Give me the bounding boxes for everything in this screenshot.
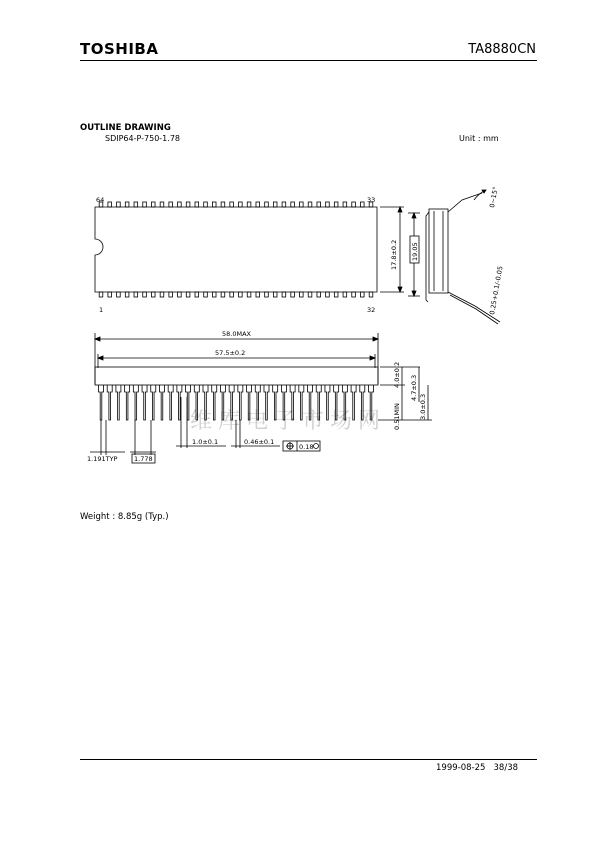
- pin-stub: [117, 292, 121, 297]
- pin-stub: [134, 202, 138, 207]
- top-view: [95, 202, 404, 297]
- pin-stub: [273, 292, 277, 297]
- pin-stub: [247, 292, 251, 297]
- front-lead: [168, 385, 173, 420]
- bottom-pin-row: [99, 292, 373, 297]
- pin-stub: [108, 202, 112, 207]
- pin-stub: [256, 292, 260, 297]
- front-lead: [159, 385, 164, 420]
- pin-stub: [230, 202, 234, 207]
- pin-stub: [352, 292, 356, 297]
- pin-stub: [326, 202, 330, 207]
- pin-stub: [239, 202, 243, 207]
- pin-stub: [125, 202, 129, 207]
- pin-stub: [195, 202, 199, 207]
- body-height-dim: 4.0±0.2: [393, 361, 401, 388]
- front-lead: [99, 385, 104, 420]
- pin-stub: [369, 292, 373, 297]
- row-spacing-dim: 19.05: [411, 242, 419, 261]
- max-length-dim: 58.0MAX: [222, 330, 251, 338]
- pin-stub: [334, 292, 338, 297]
- pin-stub: [134, 292, 138, 297]
- front-lead: [116, 385, 121, 420]
- pin-stub: [308, 292, 312, 297]
- outline-drawing-title: OUTLINE DRAWING: [80, 123, 171, 133]
- pin-64-label: 64: [96, 196, 105, 204]
- pitch-typ-dim: 1.191TYP: [87, 455, 118, 463]
- standoff-dim: 0.51MIN: [393, 403, 401, 430]
- unit-label: Unit : mm: [459, 134, 499, 143]
- pin-stub: [212, 292, 216, 297]
- pin-stub: [360, 202, 364, 207]
- side-view: [408, 190, 500, 324]
- total-height-dim: 4.7±0.3: [410, 374, 418, 401]
- pin-stub: [221, 292, 225, 297]
- lead-length-dim: 3.0±0.3: [419, 393, 427, 420]
- part-number: TA8880CN: [468, 42, 536, 57]
- pin-stub: [108, 292, 112, 297]
- footer-date: 1999-08-25: [436, 763, 486, 773]
- lead-width-upper-dim: 1.0±0.1: [192, 438, 219, 446]
- brand-logo-text: TOSHIBA: [80, 40, 159, 58]
- pin-stub: [239, 292, 243, 297]
- pin-stub: [160, 292, 164, 297]
- pin-1-label: 1: [99, 306, 104, 314]
- body-width-dim: 17.8±0.2: [390, 239, 398, 270]
- pin-stub: [178, 202, 182, 207]
- pin-stub: [291, 292, 295, 297]
- pin-stub: [186, 202, 190, 207]
- pin-stub: [273, 202, 277, 207]
- pin-stub: [343, 202, 347, 207]
- pin-stub: [99, 292, 103, 297]
- front-lead: [133, 385, 138, 420]
- pin-stub: [291, 202, 295, 207]
- weight-note: Weight : 8.85g (Typ.): [80, 512, 169, 522]
- front-lead: [151, 385, 156, 420]
- pin-stub: [282, 202, 286, 207]
- pin-stub: [256, 202, 260, 207]
- front-lead: [125, 385, 130, 420]
- pin-stub: [204, 202, 208, 207]
- pin-stub: [247, 202, 251, 207]
- pin-33-label: 33: [367, 196, 376, 204]
- lead-thickness-dim: 0.25+0.1/-0.05: [488, 265, 505, 316]
- pin-stub: [117, 202, 121, 207]
- front-lead: [107, 385, 112, 420]
- footer-date-page: [436, 763, 518, 773]
- front-lead: [142, 385, 147, 420]
- pin-stub: [265, 202, 269, 207]
- pin-stub: [125, 292, 129, 297]
- pin-stub: [169, 202, 173, 207]
- pin-stub: [143, 202, 147, 207]
- pin-stub: [334, 202, 338, 207]
- pin-stub: [186, 292, 190, 297]
- pin-stub: [326, 292, 330, 297]
- pin-stub: [317, 292, 321, 297]
- pin-stub: [204, 292, 208, 297]
- side-body: [429, 209, 448, 293]
- pin-stub: [317, 202, 321, 207]
- pin-stub: [143, 292, 147, 297]
- pin-stub: [212, 202, 216, 207]
- pin-stub: [352, 202, 356, 207]
- top-pin-row: [99, 202, 373, 207]
- footer-rule: [80, 759, 537, 760]
- pin-stub: [360, 292, 364, 297]
- pitch-dim: 1.778: [134, 455, 153, 463]
- pin-32-label: 32: [367, 306, 376, 314]
- pin-stub: [195, 292, 199, 297]
- position-tolerance-value: 0.18: [299, 443, 314, 451]
- pin-stub: [151, 292, 155, 297]
- length-dim: 57.5±0.2: [215, 349, 246, 357]
- pin-stub: [265, 292, 269, 297]
- pin-stub: [221, 202, 225, 207]
- footer-page: 38/38: [493, 763, 519, 773]
- pin-stub: [300, 292, 304, 297]
- pin-stub: [300, 202, 304, 207]
- pin-stub: [282, 292, 286, 297]
- angle-dim: 0~15°: [488, 186, 500, 209]
- pin-stub: [178, 292, 182, 297]
- front-body: [95, 367, 378, 385]
- pin-stub: [151, 202, 155, 207]
- lead-width-lower-dim: 0.46±0.1: [244, 438, 275, 446]
- watermark: 维库电子市场网: [190, 409, 387, 434]
- pin-stub: [230, 292, 234, 297]
- package-code: SDIP64-P-750-1.78: [105, 134, 180, 143]
- pin-stub: [343, 292, 347, 297]
- pin-stub: [160, 202, 164, 207]
- pin-stub: [169, 292, 173, 297]
- ic-body-outline: [95, 207, 377, 292]
- pin-stub: [308, 202, 312, 207]
